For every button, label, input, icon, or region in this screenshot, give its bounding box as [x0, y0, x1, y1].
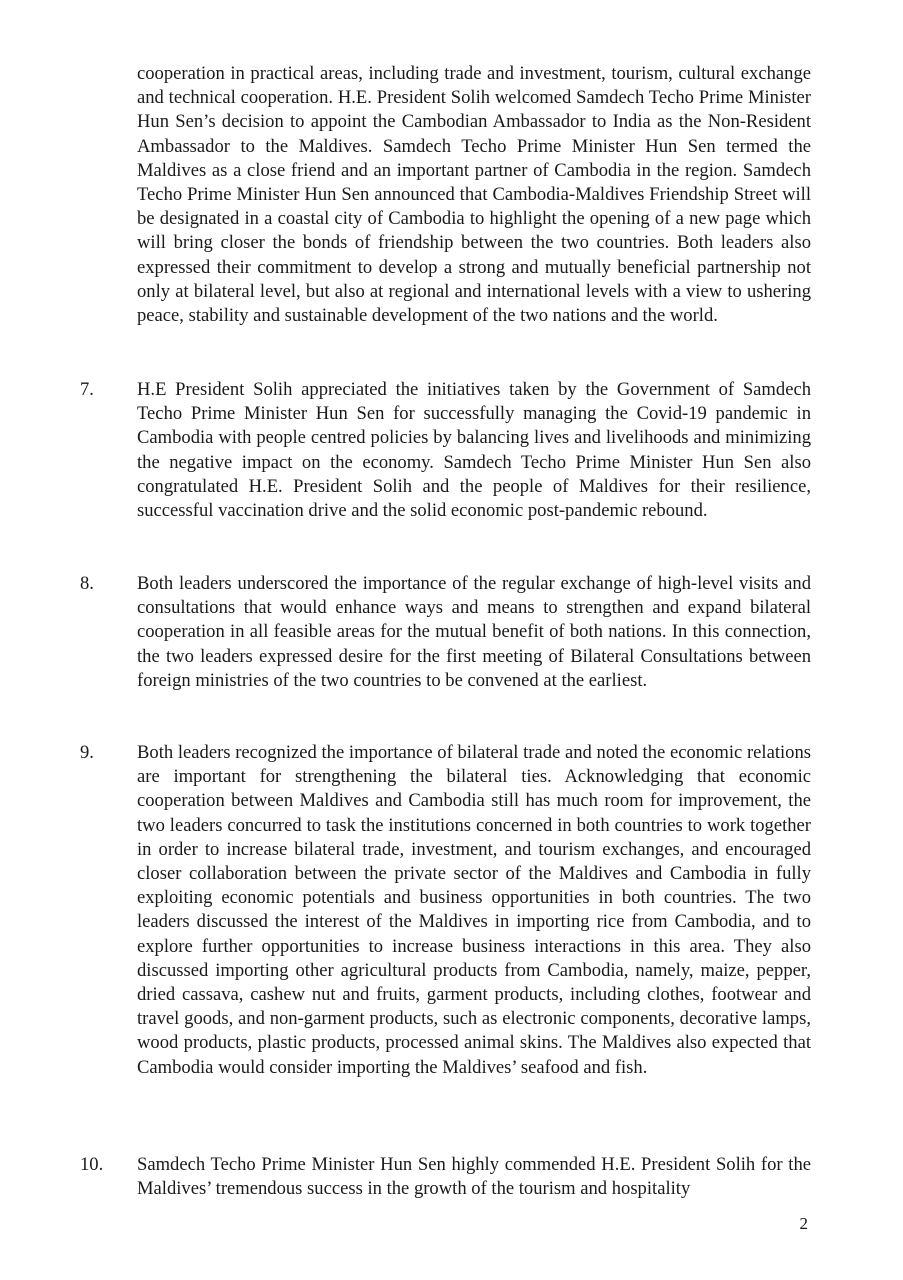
paragraph-7: H.E President Solih appreciated the initiatives taken by the Government of Samdech Techo Prime Minister Hun Sen for successfully managing the Covid-19 pandemic in Cambodia with people centred policies by balancing lives and livelihoods and minimizing the negative impact on the economy. Samdech Techo Prime Minister Hun Sen also congratulated H.E. President Solih and the people of Maldives for their resilience, successful vaccination drive and the solid economic post-pandemic rebound.: [137, 379, 811, 522]
paragraph-10: Samdech Techo Prime Minister Hun Sen highly commended H.E. President Solih for the Maldives’ tremendous success in the growth of the tourism and hospitality: [137, 1154, 811, 1200]
paragraph-6-continuation: cooperation in practical areas, including trade and investment, tourism, cultural exchange and technical cooperation. H.E. President Solih welcomed Samdech Techo Prime Minister Hun Sen’s decision to appoint the Cambodian Ambassador to India as the Non-Resident Ambassador to the Maldives. Samdech Techo Prime Minister Hun Sen termed the Maldives as a close friend and an important partner of Cambodia in the region. Samdech Techo Prime Minister Hun Sen announced that Cambodia-Maldives Friendship Street will be designated in a coastal city of Cambodia to highlight the opening of a new page which will bring closer the bonds of friendship between the two countries. Both leaders also expressed their commitment to develop a strong and mutually beneficial partnership not only at bilateral level, but also at regional and international levels with a view to ushering peace, stability and sustainable development of the two nations and the world.: [137, 63, 811, 327]
page-number: 2: [799, 1214, 808, 1233]
paragraph-9: Both leaders recognized the importance of bilateral trade and noted the economic relations are important for strengthening the bilateral ties. Acknowledging that economic cooperation between Maldives and Cambodia still has much room for improvement, the two leaders concurred to task the institutions concerned in both countries to work together in order to increase bilateral trade, investment, and tourism exchanges, and encouraged closer collaboration between the private sector of the Maldives and Cambodia in fully exploiting economic potentials and business opportunities in both countries. The two leaders discussed the interest of the Maldives in importing rice from Cambodia, and to explore further opportunities to increase business interactions in this area. They also discussed importing other agricultural products from Cambodia, namely, maize, pepper, dried cassava, cashew nut and fruits, garment products, including clothes, footwear and travel goods, and non-garment products, such as electronic components, decorative lamps, wood products, plastic products, processed animal skins. The Maldives also expected that Cambodia would consider importing the Maldives’ seafood and fish.: [137, 742, 811, 1078]
paragraph-7-number: 7.: [80, 379, 94, 400]
paragraph-8-number: 8.: [80, 573, 94, 594]
paragraph-8: Both leaders underscored the importance of the regular exchange of high-level visits and consultations that would enhance ways and means to strengthen and expand bilateral cooperation in all feasible areas for the mutual benefit of both nations. In this connection, the two leaders expressed desire for the first meeting of Bilateral Consultations between foreign ministries of the two countries to be convened at the earliest.: [137, 573, 811, 691]
paragraph-9-number: 9.: [80, 742, 94, 763]
paragraph-10-number: 10.: [80, 1154, 104, 1175]
